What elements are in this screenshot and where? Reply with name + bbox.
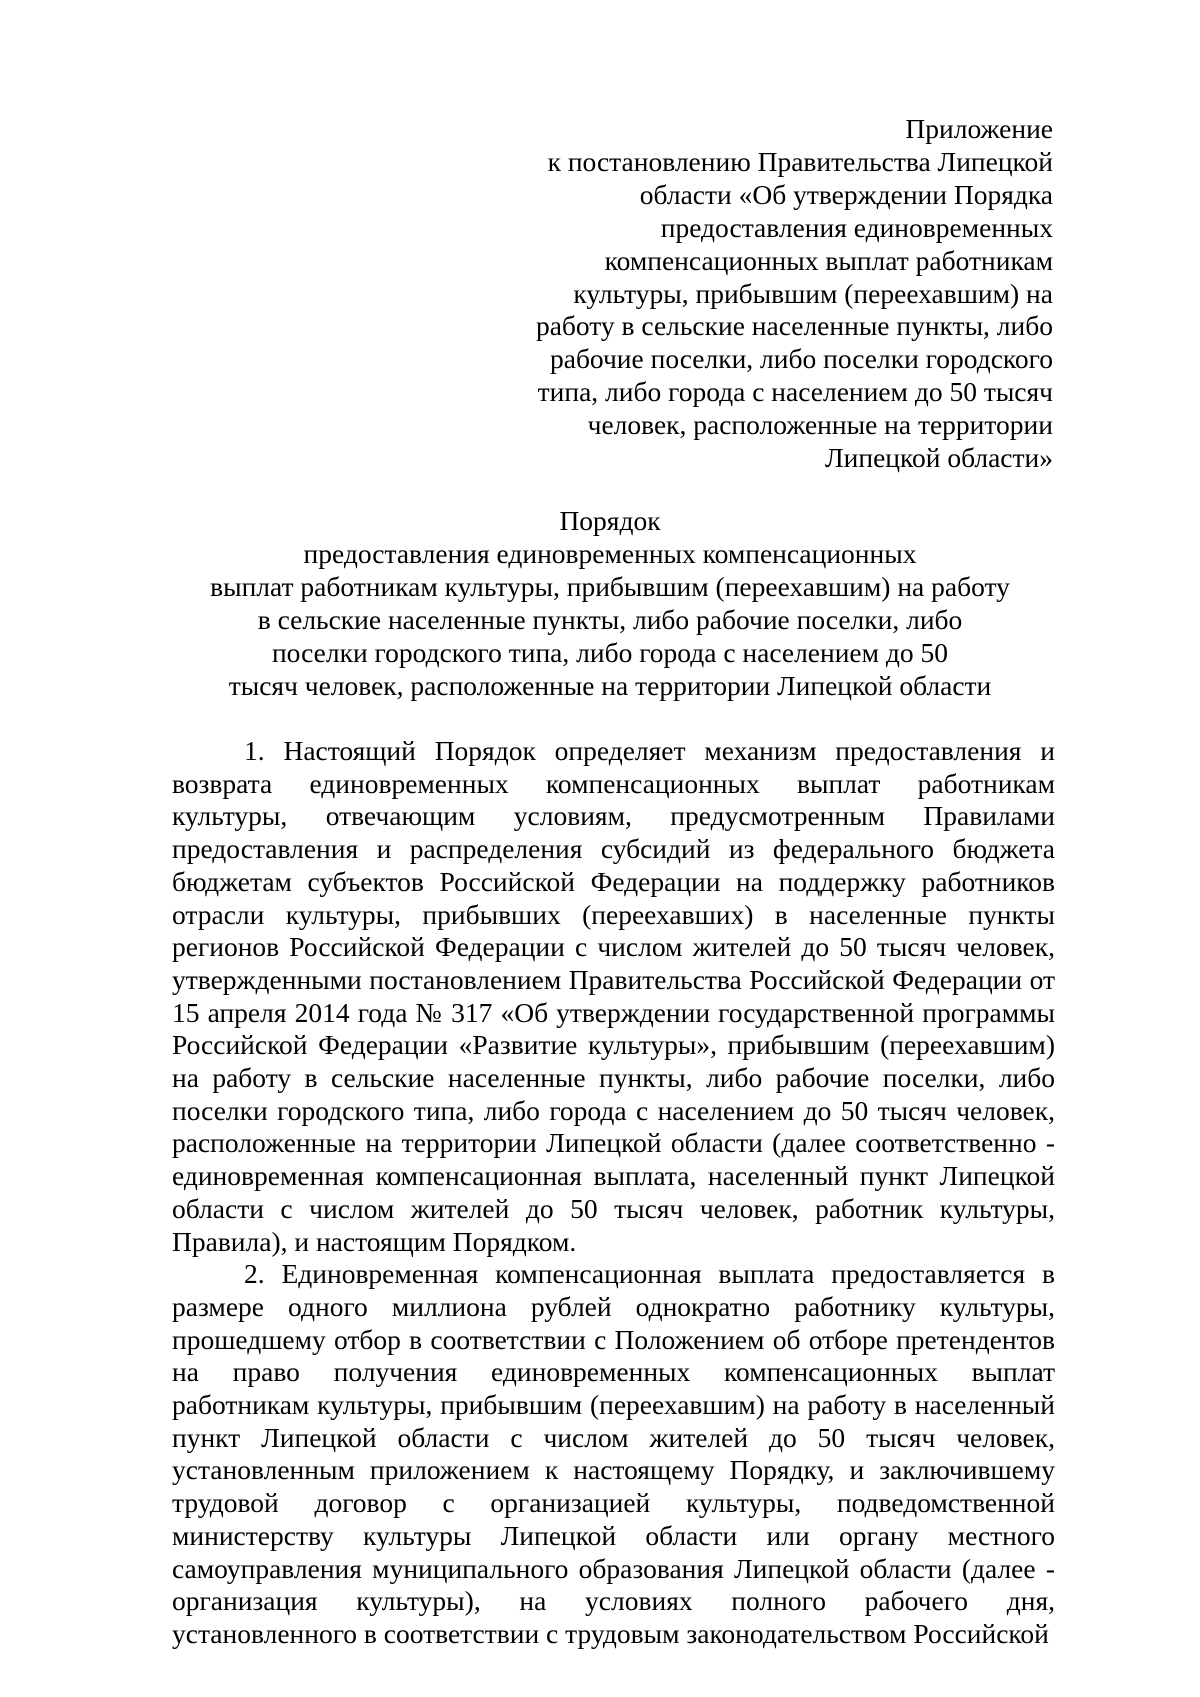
appendix-line: рабочие поселки, либо поселки городского — [549, 343, 1053, 375]
appendix-line: Липецкой области» — [825, 442, 1053, 474]
appendix-line: культуры, прибывшим (переехавшим) на — [573, 277, 1053, 309]
paragraph-1: 1. Настоящий Порядок определяет механизм предоставления и возврата единовременных компенсационных выплат работникам культуры, отвечающим условиям, предусмотренным Правилами предоставления и распределения субсидий из федерального бюджета бюджетам субъектов Российской Федерации на поддержку работников отрасли культуры, прибывших (переехавших) в населенные пункты регионов Российской Федерации с числом жителей до 50 тысяч человек, утвержденными постановлением Правительства Российской Федерации от 15 апреля 2014 года № 317 «Об утверждении государственной программы Российской Федерации «Развитие культуры», прибывшим (переехавшим) на работу в сельские населенные пункты, либо рабочие поселки, либо поселки городского типа, либо города с населением до 50 тысяч человек, расположенные на территории Липецкой области (далее соответственно - единовременная компенсационная выплата, населенный пункт Липецкой области с числом жителей до 50 тысяч человек, работник культуры, Правила), и настоящим Порядком. — [172, 735, 1055, 1257]
appendix-header — [493, 113, 1053, 475]
appendix-line: области «Об утверждении Порядка — [639, 178, 1053, 210]
appendix-line: типа, либо города с населением до 50 тысяч — [537, 376, 1053, 408]
order-title-block — [170, 505, 1050, 702]
paragraph-2: 2. Единовременная компенсационная выплата предоставляется в размере одного миллиона рублей однократно работнику культуры, прошедшему отбор в соответствии с Положением об отборе претендентов на право получения единовременных компенсационных выплат работникам культуры, прибывшим (переехавшим) на работу в населенный пункт Липецкой области с числом жителей до 50 тысяч человек, установленным приложением к настоящему Порядку, и заключившему трудовой договор с организацией культуры, подведомственной министерству культуры Липецкой области или органу местного самоуправления муниципального образования Липецкой области (далее - организация культуры), на условиях полного рабочего дня, установленного в соответствии с трудовым законодательством Российской — [172, 1258, 1055, 1649]
order-subtitle-line: предоставления единовременных компенсационных — [303, 537, 917, 569]
appendix-line: человек, расположенные на территории — [587, 409, 1053, 441]
order-subtitle-line: в сельские населенные пункты, либо рабочие поселки, либо — [257, 603, 963, 635]
appendix-line: компенсационных выплат работникам — [604, 244, 1053, 276]
order-subtitle-line: выплат работникам культуры, прибывшим (переехавшим) на работу — [210, 570, 1010, 602]
appendix-line: Приложение — [905, 113, 1053, 144]
order-subtitle-line: тысяч человек, расположенные на территории Липецкой области — [228, 669, 992, 701]
appendix-line: к постановлению Правительства Липецкой — [547, 145, 1053, 177]
order-title: Порядок — [559, 505, 661, 536]
order-subtitle-line: поселки городского типа, либо города с населением до 50 — [271, 636, 949, 668]
appendix-line: предоставления единовременных — [660, 211, 1053, 243]
appendix-line: работу в сельские населенные пункты, либо — [535, 310, 1053, 342]
document-body — [172, 735, 1055, 1651]
